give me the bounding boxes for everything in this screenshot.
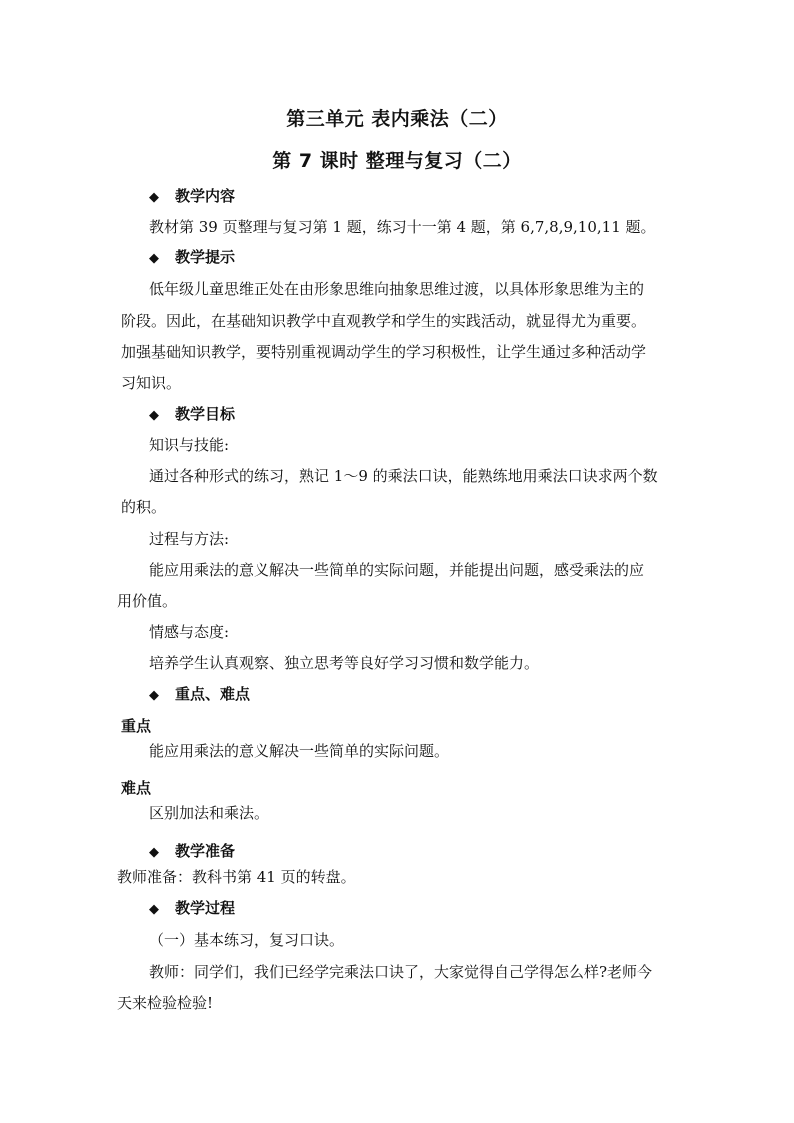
diamond-bullet-icon: ◆ xyxy=(149,902,159,917)
section-heading-prep: ◆ 教学准备 xyxy=(149,841,235,863)
section-heading-tips: ◆ 教学提示 xyxy=(149,247,235,269)
process-label: 过程与方法: xyxy=(149,530,230,548)
prep-text: 教师准备：教科书第 41 页的转盘。 xyxy=(117,868,356,886)
attitude-label: 情感与态度: xyxy=(149,623,230,641)
process-text-line-2: 天来检验检验! xyxy=(117,994,214,1012)
diamond-bullet-icon: ◆ xyxy=(149,845,159,860)
key-point-text: 能应用乘法的意义解决一些简单的实际问题。 xyxy=(149,742,450,760)
tips-line-3: 加强基础知识教学，要特别重视调动学生的学习积极性，让学生通过多种活动学 xyxy=(121,343,647,361)
section-heading-process: ◆ 教学过程 xyxy=(149,898,235,920)
unit-title: 第三单元 表内乘法（二） xyxy=(286,108,508,130)
diamond-bullet-icon: ◆ xyxy=(149,408,159,423)
content-text: 教材第 39 页整理与复习第 1 题，练习十一第 4 题，第 6,7,8,9,10,11 题。 xyxy=(149,218,656,236)
process-line-1: 能应用乘法的意义解决一些简单的实际问题，并能提出问题，感受乘法的应 xyxy=(149,561,645,579)
attitude-text: 培养学生认真观察、独立思考等良好学习习惯和数学能力。 xyxy=(149,654,540,672)
section-heading-goals: ◆ 教学目标 xyxy=(149,404,235,426)
knowledge-line-2: 的积。 xyxy=(121,498,167,516)
process-step-1: （一）基本练习，复习口诀。 xyxy=(149,931,345,949)
tips-line-1: 低年级儿童思维正处在由形象思维向抽象思维过渡，以具体形象思维为主的 xyxy=(149,280,645,298)
key-point-label: 重点 xyxy=(121,717,152,735)
diamond-bullet-icon: ◆ xyxy=(149,251,159,266)
knowledge-label: 知识与技能: xyxy=(149,436,230,454)
diamond-bullet-icon: ◆ xyxy=(149,688,159,703)
diamond-bullet-icon: ◆ xyxy=(149,190,159,205)
process-line-2: 用价值。 xyxy=(117,592,178,610)
section-heading-key: ◆ 重点、难点 xyxy=(149,684,250,706)
process-text-line-1: 教师：同学们，我们已经学完乘法口诀了，大家觉得自己学得怎么样?老师今 xyxy=(149,963,653,981)
knowledge-line-1: 通过各种形式的练习，熟记 1～9 的乘法口诀，能熟练地用乘法口诀求两个数 xyxy=(149,467,658,485)
difficult-point-text: 区别加法和乘法。 xyxy=(149,804,270,822)
section-heading-content: ◆ 教学内容 xyxy=(149,186,235,208)
lesson-title: 第 7 课时 整理与复习（二） xyxy=(272,150,522,172)
tips-line-4: 习知识。 xyxy=(121,374,182,392)
tips-line-2: 阶段。因此，在基础知识教学中直观教学和学生的实践活动，就显得尤为重要。 xyxy=(121,312,647,330)
difficult-point-label: 难点 xyxy=(121,779,152,797)
